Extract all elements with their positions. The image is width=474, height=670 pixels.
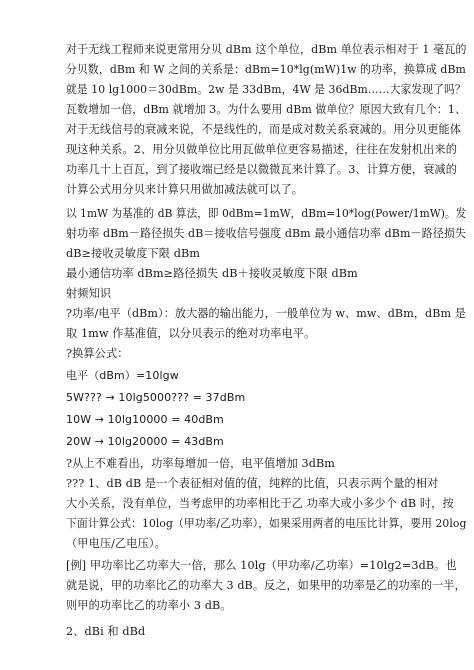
text-line: 以 1mW 为基准的 dB 算法，即 0dBm=1mW，dBm=10*log(Power/1mW)。发 (66, 207, 467, 220)
text-line: dB≥接收灵敏度下限 dBm (66, 247, 201, 260)
text-line: ?功率/电平（dBm）：放大器的输出能力，一般单位为 w、mw、dBm，dBm 是 (66, 307, 466, 320)
text-line: ?从上不难看出，功率每增加一倍，电平值增加 3dBm (66, 457, 336, 470)
text-line: ?换算公式： (66, 347, 129, 360)
text-line: 瓦数增加一倍，dBm 就增加 3。为什么要用 dBm 做单位？原因大致有几个：1、 (66, 103, 466, 116)
formula-line: 20W → 10lg20000 = 43dBm (66, 435, 224, 448)
formula-line: 5W??? → 10lg5000??? = 37dBm (66, 391, 246, 404)
text-line: 分贝数，dBm 和 W 之间的关系是：dBm=10*lg(mW)1w 的功率，换算成 dBm (66, 63, 466, 76)
text-line: 对于无线信号的衰减来说，不是线性的，而是成对数关系衰减的。用分贝更能体 (66, 123, 462, 136)
text-line: 射功率 dBm－路径损失 dB＝接收信号强度 dBm 最小通信功率 dBm－路径损失 (66, 227, 467, 240)
text-line: 取 1mw 作基准值，以分贝表示的绝对功率电平。 (66, 327, 316, 340)
text-line: 功率几十上百瓦，到了接收端已经是以微微瓦来计算了。3、计算方便，衰减的 (66, 163, 457, 176)
text-line: 对于无线工程师来说更常用分贝 dBm 这个单位，dBm 单位表示相对于 1 毫瓦的 (66, 43, 467, 56)
text-line: [例] 甲功率比乙功率大一倍，那么 10lg（甲功率/乙功率）=10lg2=3dB。也 (66, 559, 457, 572)
text-line: （甲电压/乙电压）。 (66, 537, 166, 550)
text-line: 就是说，甲的功率比乙的功率大 3 dB。反之，如果甲的功率是乙的功率的一半， (66, 579, 466, 592)
text-line: 就是 10 lg1000＝30dBm。2w 是 33dBm，4W 是 36dBm……大家发现了吗？ (66, 83, 466, 96)
text-line: 大小关系，没有单位，当考虑甲的功率相比于乙 功率大或小多少个 dB 时，按 (66, 497, 454, 510)
formula-line: 10W → 10lg10000 = 40dBm (66, 413, 224, 426)
text-line: 现这种关系。2、用分贝做单位比用瓦做单位更容易描述，往往在发射机出来的 (66, 143, 457, 156)
formula-line: 电平（dBm）=10lgw (66, 369, 179, 382)
text-line: ??? 1、dB dB 是一个表征相对值的值，纯粹的比值，只表示两个量的相对 (66, 477, 439, 490)
text-line: 最小通信功率 dBm≥路径损失 dB＋接收灵敏度下限 dBm (66, 267, 358, 280)
subsection-heading: 2、dBi 和 dBd (66, 625, 146, 638)
text-line: 则甲的功率比乙的功率小 3 dB。 (66, 599, 232, 612)
text-line: 计算公式用分贝来计算只用做加减法就可以了。 (66, 183, 304, 196)
section-heading: 射频知识 (66, 287, 112, 300)
text-line: 下面计算公式：10log（甲功率/乙功率），如果采用两者的电压比计算，要用 20log (66, 517, 467, 530)
